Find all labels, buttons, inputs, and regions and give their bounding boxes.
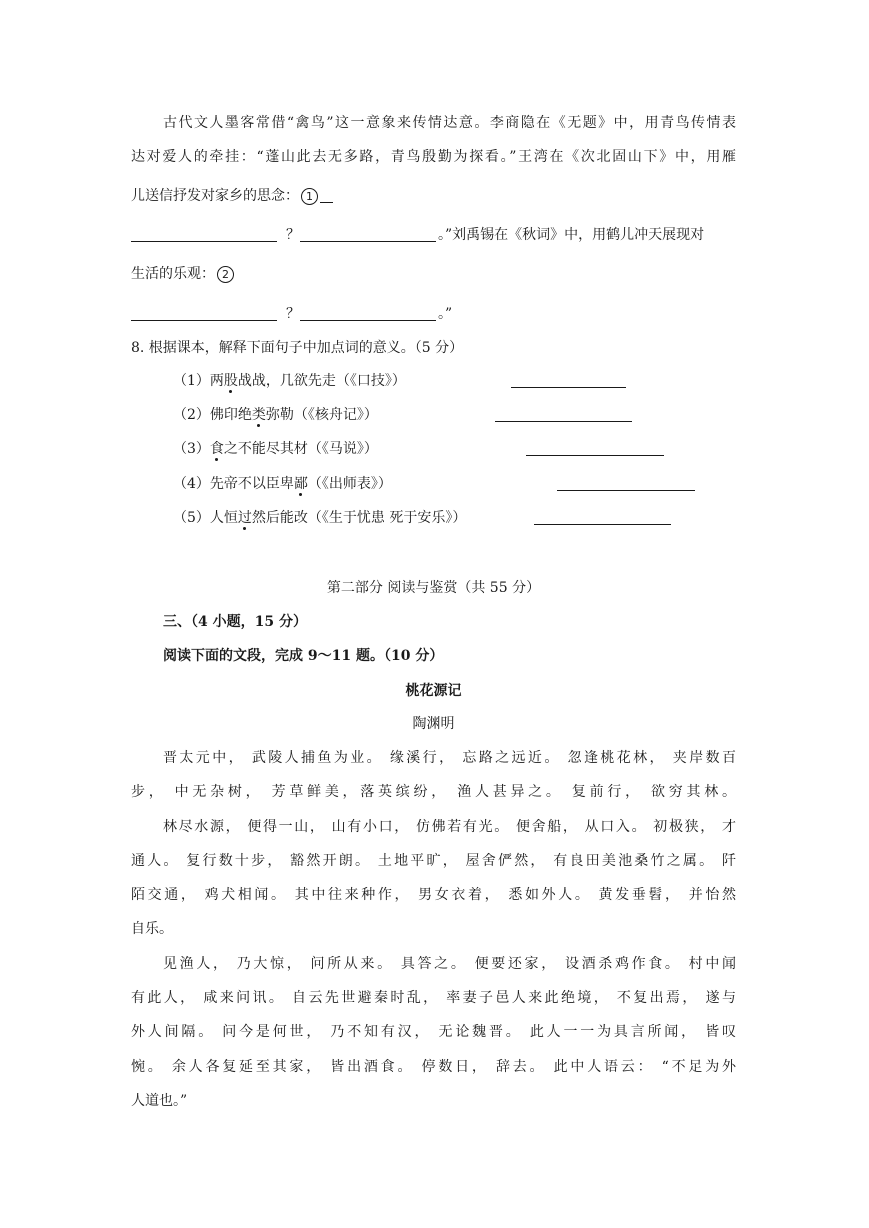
answer-blank[interactable] bbox=[511, 387, 626, 388]
punctuation: ？ bbox=[286, 227, 300, 243]
paragraph-line: 古代文人墨客常借“禽鸟”这一意象来传情达意。李商隐在《无题》中，用青鸟传情表 bbox=[163, 115, 736, 131]
paragraph-line: 达对爱人的牵挂：“蓬山此去无多路，青鸟殷勤为探看。”王湾在《次北固山下》中，用雁 bbox=[131, 149, 736, 165]
paragraph-line bbox=[131, 186, 333, 206]
paragraph-text: 。” bbox=[438, 306, 453, 322]
answer-blank[interactable] bbox=[300, 241, 436, 242]
part-title: 第二部分 阅读与鉴赏（共 55 分） bbox=[326, 580, 541, 596]
circle-number-2: 2 bbox=[217, 266, 234, 283]
answer-blank[interactable] bbox=[557, 490, 695, 491]
punctuation: ？ bbox=[286, 306, 300, 322]
paragraph-text: 生活的乐观： bbox=[131, 266, 215, 282]
answer-blank[interactable] bbox=[320, 188, 333, 203]
passage-line: 惋。 余人各复延至其家， 皆出酒食。 停数日， 辞去。 此中人语云： “不足为外 bbox=[131, 1059, 736, 1075]
reading-instruction: 阅读下面的文段，完成 9～11 题。（10 分） bbox=[163, 648, 444, 664]
dotted-word: 过 bbox=[237, 510, 252, 526]
passage-line: 见渔人， 乃大惊， 问所从来。 具答之。 便要还家， 设酒杀鸡作食。 村中闻 bbox=[163, 956, 736, 972]
dotted-word: 股 bbox=[223, 373, 238, 389]
answer-blank[interactable] bbox=[534, 524, 671, 525]
passage-author: 陶渊明 bbox=[412, 716, 455, 732]
question-stem: 8. 根据课本，解释下面句子中加点词的意义。（5 分） bbox=[131, 340, 464, 356]
passage-title: 桃花源记 bbox=[405, 683, 462, 699]
dotted-word: 类 bbox=[251, 407, 266, 423]
question-item: （5）人恒过然后能改（《生于忧患 死于安乐》） bbox=[173, 510, 467, 526]
question-item: （2）佛印绝类弥勒（《核舟记》） bbox=[173, 407, 378, 423]
passage-line: 步， 中无杂树， 芳草鲜美，落英缤纷， 渔人甚异之。 复前行， 欲穷其林。 bbox=[131, 784, 736, 800]
answer-blank[interactable] bbox=[526, 455, 664, 456]
passage-line: 外人间隔。 问今是何世， 乃不知有汉， 无论魏晋。 此人一一为具言所闻， 皆叹 bbox=[131, 1024, 736, 1040]
passage-line: 自乐。 bbox=[131, 921, 173, 937]
passage-line: 有此人， 咸来问讯。 自云先世避秦时乱， 率妻子邑人来此绝境， 不复出焉， 遂与 bbox=[131, 990, 736, 1006]
answer-blank[interactable] bbox=[131, 241, 277, 242]
question-item: （3）食之不能尽其材（《马说》） bbox=[173, 441, 378, 457]
passage-line: 林尽水源， 便得一山， 山有小口， 仿佛若有光。 便舍船， 从口入。 初极狭， 才 bbox=[163, 819, 736, 835]
dotted-word: 鄙 bbox=[293, 476, 308, 492]
passage-line: 晋太元中， 武陵人捕鱼为业。 缘溪行， 忘路之远近。 忽逢桃花林， 夹岸数百 bbox=[163, 750, 736, 766]
circle-number-1: 1 bbox=[301, 188, 318, 205]
passage-line: 通人。 复行数十步， 豁然开朗。 土地平旷， 屋舍俨然， 有良田美池桑竹之属。 阡 bbox=[131, 853, 736, 869]
question-item: （4）先帝不以臣卑鄙（《出师表》） bbox=[173, 476, 392, 492]
paragraph-text: 儿送信抒发对家乡的思念： bbox=[131, 188, 299, 204]
answer-blank[interactable] bbox=[495, 421, 632, 422]
question-item: （1）两股战战，几欲先走（《口技》） bbox=[173, 373, 406, 389]
paragraph-text: 。”刘禹锡在《秋词》中，用鹤儿冲天展现对 bbox=[438, 227, 705, 243]
answer-blank[interactable] bbox=[300, 320, 436, 321]
paragraph-line bbox=[131, 264, 236, 284]
section-heading: 三、（4 小题，15 分） bbox=[163, 614, 307, 630]
answer-blank[interactable] bbox=[131, 320, 277, 321]
passage-line: 人道也。” bbox=[131, 1093, 188, 1109]
dotted-word: 食 bbox=[209, 441, 224, 457]
passage-line: 陌交通， 鸡犬相闻。 其中往来种作， 男女衣着， 悉如外人。 黄发垂髫， 并怡然 bbox=[131, 887, 736, 903]
